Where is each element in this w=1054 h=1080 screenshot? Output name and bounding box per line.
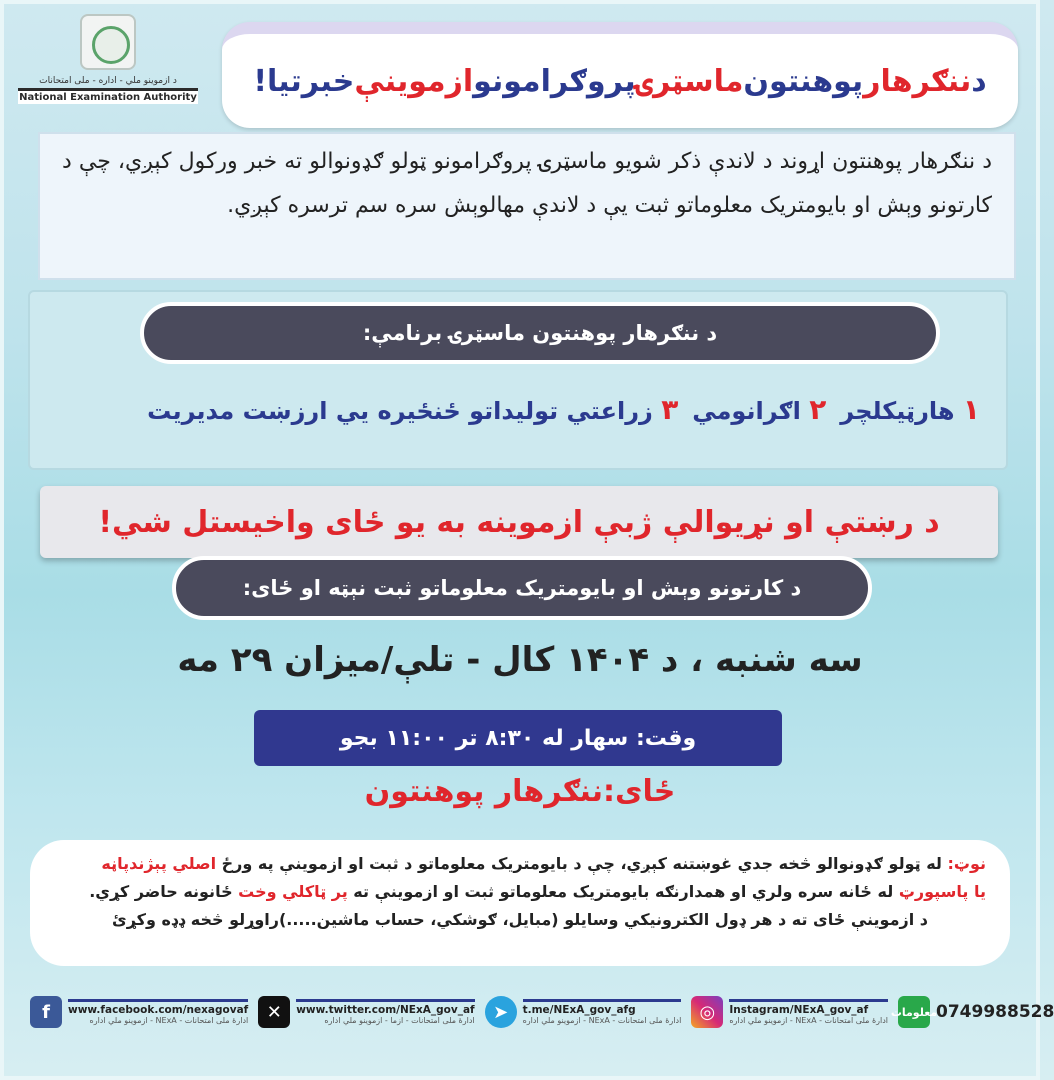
title-university: ننګرهار [863,63,972,99]
page-title [222,22,1018,128]
programs-header: د ننګرهار پوهنتون ماسټرۍ برنامې: [140,302,940,364]
facebook-link[interactable] [30,984,248,1040]
program-number: ۳ [661,392,679,426]
logo [18,14,198,114]
title-exam: ازموینې [354,63,474,99]
note-text: له ټولو ګډونوالو څخه جدي غوښتنه کېږي، چې د بایومتریک معلوماتو د ثبت او ازموینې په ورځ [216,854,948,873]
program-name: هارټيکلچر [840,396,955,425]
twitter-url: www.twitter.com/NExA_gov_af [296,1004,475,1016]
instagram-text [729,999,888,1025]
note-line-3: د ازموینې ځای ته د هر ډول الکترونیکي وسایلو (مبایل، ګوشکي، حساب ماشین.....)راوړلو څخه ډډه وکړئ [112,910,928,929]
telegram-sub: ادارهٔ ملی امتحانات - NExA - ازموینو ملي اداره [522,1016,682,1025]
x-twitter-icon: ✕ [258,996,290,1028]
title-part: پروګرامونو [473,63,636,99]
note-text: ځانونه حاضر کړي. [89,882,239,901]
programs-section [28,290,1008,470]
logo-subtitle: د ازموینو ملي - اداره - ملی امتحانات [39,76,177,86]
registration-header: د کارتونو وېش او بایومتریک معلوماتو ثبت نېټه او ځای: [172,556,872,620]
telegram-link[interactable] [485,984,682,1040]
facebook-sub: ادارهٔ ملی امتحانات - NExA - ازموینو ملي اداره [89,1016,249,1025]
nexa-emblem-icon [80,14,136,70]
phone-number: 0749988528 [936,1002,1054,1022]
footer [30,980,1054,1044]
intro-text: د ننګرهار پوهنتون اړوند د لاندې ذکر شویو ماسټرۍ پروګرامونو ټولو ګډونوالو ته خبر ورکول کېږي، چې د کارتونو وېش او بایومتریک معلوماتو ثبت یې د لاندې مهالوېش سره سم ترسره کېږي. [38,132,1016,280]
program-name: زراعتي توليداتو ځنځيره يي ارزښت مديريت [147,396,653,425]
info-icon: معلومات [898,996,930,1028]
instagram-icon: ◎ [691,996,723,1028]
note-highlight: یا پاسپورټ [898,882,986,901]
note-box [30,840,1010,966]
program-item [692,393,826,426]
facebook-url: www.facebook.com/nexagovaf [68,1004,249,1016]
twitter-link[interactable] [258,984,474,1040]
note-line-2 [54,878,986,906]
instagram-link[interactable] [691,984,888,1040]
note-highlight: اصلي پېژندپاڼه [101,854,217,873]
info-phone[interactable] [890,984,1054,1040]
registration-place: ځای:ننګرهار پوهنتون [364,774,676,809]
title-part: پوهنتون [743,63,864,99]
registration-time: وقت: سهار له ۸:۳۰ تر ۱۱:۰۰ بجو [254,710,782,766]
note-label: نوټ: [947,854,986,873]
telegram-url: t.me/NExA_gov_afg [522,1004,636,1016]
instagram-sub: ادارهٔ ملی امتحانات - NExA - ازموینو ملي اداره [729,1016,889,1025]
twitter-sub: ادارهٔ ملی امتحانات - ازما - ازموینو ملي اداره [324,1016,475,1025]
note-highlight: پر ټاکلي وخت [238,882,348,901]
instagram-url: Instagram/NExA_gov_af [729,1004,869,1016]
program-name: اګرانومي [692,396,801,425]
telegram-text [523,999,682,1025]
program-item [147,393,678,426]
twitter-text [296,999,474,1025]
program-number: ۲ [809,392,827,426]
title-part: خبرتیا! [253,63,355,99]
title-masters: ماسټرۍ [635,63,744,99]
registration-date: سه شنبه ، د ۱۴۰۴ کال - تلې/میزان ۲۹ مه [177,640,863,680]
facebook-icon: f [30,996,62,1028]
note-text: له ځانه سره ولري او همدارنګه بایومتریک معلوماتو ثبت او ازموینې ته [347,882,899,901]
programs-list [60,384,980,434]
title-part: د [971,63,987,99]
logo-english-name: National Examination Authority [18,88,198,104]
program-item [840,393,980,426]
telegram-icon: ➤ [485,996,517,1028]
program-number: ۱ [962,392,980,426]
facebook-text [68,999,248,1025]
note-line-1 [54,850,986,878]
language-exam-banner: د رښتې او نړيوالې ژبې ازموینه به یو ځای واخیستل شي! [40,486,998,558]
